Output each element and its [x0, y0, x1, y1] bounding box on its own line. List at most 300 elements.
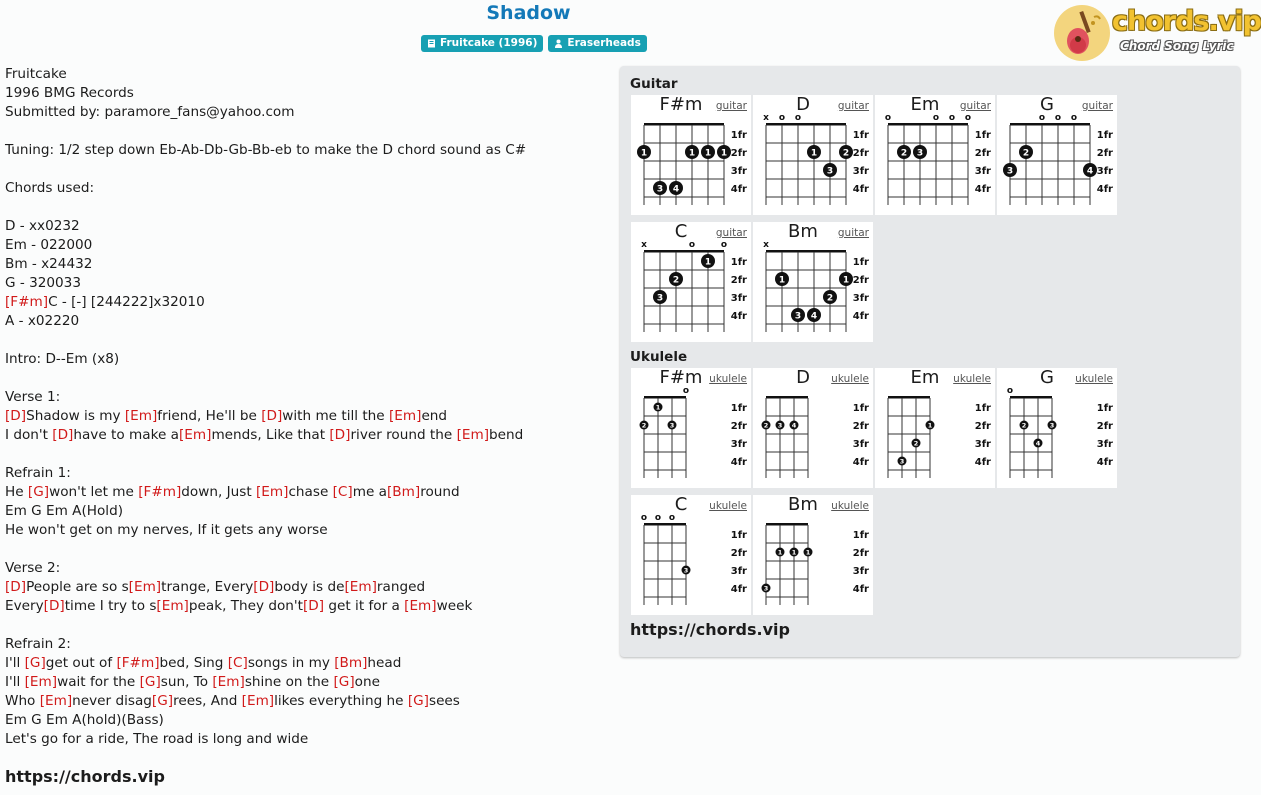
open-string-marker: o	[640, 513, 648, 523]
lyric-text: Em G Em A(hold)(Bass)	[5, 712, 164, 728]
ukulele-chord-card[interactable]	[753, 368, 873, 488]
lyric-text: never disag	[72, 693, 152, 709]
finger-dot	[1003, 163, 1017, 177]
fret-label: 1fr	[852, 403, 869, 414]
lyric-text: mends, Like that	[211, 427, 330, 443]
lyric-line	[5, 597, 526, 616]
chord-token[interactable]: [D]	[43, 598, 65, 614]
lyric-line	[5, 426, 526, 445]
fret-label: 4fr	[852, 457, 869, 468]
chord-token[interactable]: [Em]	[212, 674, 245, 690]
open-string-marker: o	[682, 386, 690, 396]
fret-label: 3fr	[974, 166, 991, 177]
lyric-line	[5, 673, 526, 692]
fret-label: 2fr	[730, 421, 747, 432]
finger-dot	[669, 181, 683, 195]
fret-label: 3fr	[730, 566, 747, 577]
fret-label: 1fr	[730, 403, 747, 414]
chord-token[interactable]: [Em]	[241, 693, 275, 709]
fret-label: 3fr	[730, 439, 747, 450]
svg-text:3: 3	[1006, 166, 1014, 177]
svg-text:3: 3	[683, 566, 689, 575]
open-string-marker: o	[688, 240, 696, 250]
lyric-text: sees	[428, 693, 460, 709]
chord-name: G	[1040, 367, 1054, 388]
open-string-marker: o	[794, 113, 802, 123]
lyric-text: likes everything he	[274, 693, 408, 709]
lyric-text: I don't	[5, 427, 53, 443]
guitar-link[interactable]: guitar	[715, 100, 747, 112]
album-badge[interactable]	[421, 35, 543, 52]
lyric-text: A - x02220	[5, 313, 80, 329]
finger-dot	[669, 272, 683, 286]
finger-dot	[682, 566, 691, 575]
finger-dot	[897, 145, 911, 159]
lyric-text: bend	[489, 427, 524, 443]
lyric-line	[5, 331, 526, 350]
finger-dot	[637, 145, 651, 159]
fret-label: 1fr	[974, 403, 991, 414]
user-icon	[554, 39, 563, 48]
fret-label: 3fr	[852, 566, 869, 577]
chord-token[interactable]: [Em]	[124, 408, 158, 424]
fret-label: 2fr	[852, 548, 869, 559]
lyric-line	[5, 521, 526, 540]
lyric-line	[5, 483, 526, 502]
fret-label: 4fr	[1096, 184, 1113, 195]
svg-text:1: 1	[777, 548, 783, 557]
finger-dot	[668, 421, 677, 430]
svg-text:1: 1	[791, 548, 797, 557]
chord-token[interactable]: [D]	[5, 579, 27, 595]
svg-text:3: 3	[656, 184, 664, 195]
fret-label: 2fr	[852, 148, 869, 159]
lyric-line	[5, 141, 526, 160]
fret-label: 4fr	[974, 184, 991, 195]
fret-label: 3fr	[730, 166, 747, 177]
svg-text:1: 1	[640, 148, 648, 159]
lyric-text: Tuning: 1/2 step down Eb-Ab-Db-Gb-Bb-eb to make the D chord sound as C#	[5, 142, 527, 158]
fret-label: 4fr	[730, 457, 747, 468]
fret-label: 3fr	[852, 293, 869, 304]
ukulele-link[interactable]: ukulele	[831, 373, 869, 385]
guitar-link[interactable]: guitar	[1081, 100, 1113, 112]
chord-name: G	[1040, 94, 1054, 115]
lyric-text: I'll	[5, 655, 25, 671]
svg-text:3: 3	[777, 421, 783, 430]
svg-text:2: 2	[842, 148, 850, 159]
chord-name: F#m	[659, 94, 703, 115]
open-string-marker: o	[654, 513, 662, 523]
chord-token[interactable]: [G]	[24, 655, 46, 671]
finger-dot	[912, 439, 921, 448]
finger-dot	[653, 290, 667, 304]
lyric-text: Who	[5, 693, 40, 709]
guitar-chord-card[interactable]	[997, 95, 1117, 215]
song-title: Shadow	[486, 2, 571, 24]
lyric-text: Verse 2:	[5, 560, 61, 576]
svg-text:3: 3	[794, 311, 802, 322]
lyric-text: shine on the	[244, 674, 334, 690]
chord-token[interactable]: [D]	[329, 427, 351, 443]
svg-text:3: 3	[763, 584, 769, 593]
lyric-text: G - 320033	[5, 275, 81, 291]
open-string-marker: o	[720, 240, 728, 250]
chord-token[interactable]: [D]	[52, 427, 74, 443]
svg-text:3: 3	[916, 148, 924, 159]
lyric-text: round	[420, 484, 460, 500]
lyric-line	[5, 65, 526, 84]
guitar-icon	[1054, 5, 1110, 61]
svg-text:1: 1	[720, 148, 728, 159]
chord-diagram	[875, 368, 995, 488]
chord-token[interactable]: [D]	[261, 408, 283, 424]
lyric-line	[5, 179, 526, 198]
finger-dot	[791, 308, 805, 322]
lyric-text: He	[5, 484, 28, 500]
fret-label: 2fr	[974, 148, 991, 159]
svg-text:2: 2	[763, 421, 769, 430]
finger-dot	[839, 145, 853, 159]
svg-text:4: 4	[810, 311, 818, 322]
guitar-link[interactable]: guitar	[959, 100, 991, 112]
fret-label: 2fr	[730, 275, 747, 286]
fret-label: 2fr	[730, 548, 747, 559]
lyric-text: Fruitcake	[5, 66, 67, 82]
ukulele-link[interactable]: ukulele	[1075, 373, 1113, 385]
ukulele-chord-card[interactable]	[631, 495, 751, 615]
lyric-line	[5, 464, 526, 483]
svg-text:2: 2	[900, 148, 908, 159]
lyric-text: end	[421, 408, 448, 424]
lyric-line	[5, 160, 526, 179]
guitar-chord-card[interactable]	[875, 95, 995, 215]
fret-label: 1fr	[1096, 130, 1113, 141]
svg-text:1: 1	[704, 257, 712, 268]
lyric-text: Intro: D--Em (x8)	[5, 351, 120, 367]
ukulele-chord-card[interactable]	[997, 368, 1117, 488]
finger-dot	[1034, 439, 1043, 448]
finger-dot	[762, 584, 771, 593]
fret-label: 4fr	[852, 311, 869, 322]
fret-label: 1fr	[730, 130, 747, 141]
guitar-chord-card[interactable]	[631, 95, 751, 215]
chord-diagram	[631, 495, 751, 615]
svg-text:1: 1	[810, 148, 818, 159]
chord-panel	[620, 66, 1240, 657]
svg-text:1: 1	[842, 275, 850, 286]
chord-name: Em	[910, 94, 940, 115]
ukulele-link[interactable]: ukulele	[831, 500, 869, 512]
lyric-text: Verse 1:	[5, 389, 61, 405]
lyric-text: chase	[288, 484, 333, 500]
svg-text:1: 1	[805, 548, 811, 557]
open-string-marker: o	[948, 113, 956, 123]
svg-text:2: 2	[672, 275, 680, 286]
chord-name: Em	[910, 367, 940, 388]
muted-string-marker: x	[641, 240, 647, 250]
lyric-line	[5, 122, 526, 141]
chord-token[interactable]: [Em]	[456, 427, 490, 443]
svg-text:1: 1	[778, 275, 786, 286]
fret-label: 1fr	[730, 257, 747, 268]
lyric-line	[5, 217, 526, 236]
finger-dot	[1019, 145, 1033, 159]
chord-token[interactable]: [Em]	[39, 693, 73, 709]
fret-label: 3fr	[730, 293, 747, 304]
chord-name: C	[674, 221, 688, 242]
finger-dot	[898, 457, 907, 466]
lyric-text: Every	[5, 598, 44, 614]
chord-token[interactable]: [G]	[151, 693, 174, 709]
chord-token[interactable]: [Em]	[404, 598, 437, 614]
finger-dot	[776, 548, 785, 557]
guitar-section-label: Guitar	[630, 76, 678, 92]
svg-text:3: 3	[669, 421, 675, 430]
chord-token[interactable]: [G]	[139, 674, 161, 690]
chord-token[interactable]: [Bm]	[334, 655, 368, 671]
lyric-text: songs in my	[247, 655, 335, 671]
fret-label: 2fr	[974, 421, 991, 432]
lyric-text: Refrain 1:	[5, 465, 71, 481]
finger-dot	[640, 421, 649, 430]
fret-label: 4fr	[730, 584, 747, 595]
lyric-line	[5, 255, 526, 274]
chord-name: D	[796, 367, 810, 388]
lyric-text: have to make a	[73, 427, 179, 443]
svg-text:1: 1	[655, 403, 661, 412]
ukulele-link[interactable]: ukulele	[953, 373, 991, 385]
fret-label: 1fr	[1096, 403, 1113, 414]
lyric-text: ranged	[376, 579, 426, 595]
lyric-text: He won't get on my nerves, If it gets any worse	[5, 522, 328, 538]
lyric-line	[5, 730, 526, 749]
lyric-text: C - [-] [244222]x32010	[48, 294, 205, 310]
lyric-text: Em - 022000	[5, 237, 93, 253]
svg-text:2: 2	[913, 439, 919, 448]
chord-token[interactable]: [Em]	[24, 674, 58, 690]
lyric-text: get it for a	[324, 598, 405, 614]
lyric-text: down, Just	[181, 484, 256, 500]
chord-diagram	[631, 222, 751, 342]
lyric-text: trange, Every	[161, 579, 254, 595]
chord-diagram	[875, 95, 995, 215]
lyric-line	[5, 407, 526, 426]
lyric-text: Refrain 2:	[5, 636, 71, 652]
lyric-line	[5, 654, 526, 673]
lyric-line	[5, 559, 526, 578]
fret-label: 4fr	[1096, 457, 1113, 468]
svg-text:1: 1	[704, 148, 712, 159]
guitar-chord-card[interactable]	[753, 95, 873, 215]
lyric-text: time I try to s	[64, 598, 157, 614]
fret-label: 3fr	[1096, 166, 1113, 177]
lyric-text: Shadow is my	[26, 408, 125, 424]
lyric-text: People are so s	[26, 579, 129, 595]
panel-footer-url[interactable]: https://chords.vip	[630, 620, 790, 639]
lyric-text: I'll	[5, 674, 25, 690]
chord-token[interactable]: [Bm]	[387, 484, 421, 500]
guitar-chord-card[interactable]	[631, 222, 751, 342]
fret-label: 2fr	[1096, 421, 1113, 432]
open-string-marker: o	[932, 113, 940, 123]
chord-token[interactable]: [Em]	[128, 579, 162, 595]
finger-dot	[823, 290, 837, 304]
finger-dot	[807, 145, 821, 159]
lyric-line	[5, 236, 526, 255]
ukulele-chord-card[interactable]	[631, 368, 751, 488]
open-string-marker: o	[1006, 386, 1014, 396]
lyric-text: 1996 BMG Records	[5, 85, 134, 101]
lyric-text: Let's go for a ride, The road is long and wide	[5, 731, 309, 747]
lyric-text: rees, And	[173, 693, 242, 709]
chord-token[interactable]: [F#m]	[116, 655, 160, 671]
lyric-text: wait for the	[57, 674, 140, 690]
muted-string-marker: x	[763, 113, 769, 123]
guitar-link[interactable]: guitar	[715, 227, 747, 239]
guitar-link[interactable]: guitar	[837, 227, 869, 239]
lyric-line	[5, 692, 526, 711]
chord-token[interactable]: [Em]	[388, 408, 422, 424]
guitar-chord-card[interactable]	[753, 222, 873, 342]
svg-text:4: 4	[1035, 439, 1041, 448]
lyric-text: me a	[352, 484, 387, 500]
chord-diagram	[997, 368, 1117, 488]
ukulele-link[interactable]: ukulele	[709, 500, 747, 512]
lyrics-block	[5, 65, 526, 749]
fret-label: 3fr	[852, 439, 869, 450]
lyric-line	[5, 274, 526, 293]
finger-dot	[807, 308, 821, 322]
finger-dot	[701, 145, 715, 159]
chord-token[interactable]: [G]	[333, 674, 355, 690]
book-icon	[427, 39, 436, 48]
badge-row	[421, 35, 647, 52]
finger-dot	[1020, 421, 1029, 430]
chord-token[interactable]: [C]	[332, 484, 353, 500]
chord-token[interactable]: [C]	[227, 655, 248, 671]
open-string-marker: o	[1070, 113, 1078, 123]
chord-name: D	[796, 94, 810, 115]
chord-token[interactable]: [G]	[407, 693, 429, 709]
fret-label: 2fr	[1096, 148, 1113, 159]
finger-dot	[1048, 421, 1057, 430]
ukulele-chord-card[interactable]	[875, 368, 995, 488]
lyric-line	[5, 312, 526, 331]
lyric-text: head	[367, 655, 402, 671]
svg-text:3: 3	[1049, 421, 1055, 430]
fret-label: 2fr	[852, 421, 869, 432]
chord-diagram	[631, 95, 751, 215]
finger-dot	[790, 548, 799, 557]
chord-token[interactable]: [F#m]	[5, 294, 49, 310]
fret-label: 2fr	[730, 148, 747, 159]
lyric-text: Submitted by: paramore_fans@yahoo.com	[5, 104, 295, 120]
chord-token[interactable]: [G]	[27, 484, 50, 500]
lyric-line	[5, 350, 526, 369]
fret-label: 2fr	[852, 275, 869, 286]
svg-text:2: 2	[826, 293, 834, 304]
fret-label: 4fr	[974, 457, 991, 468]
fret-label: 1fr	[852, 530, 869, 541]
logo-circle	[1054, 5, 1110, 61]
chord-token[interactable]: [Em]	[178, 427, 212, 443]
chord-token[interactable]: [Em]	[255, 484, 289, 500]
finger-dot	[839, 272, 853, 286]
chord-token[interactable]: [D]	[303, 598, 325, 614]
chord-diagram	[753, 495, 873, 615]
lyric-line	[5, 578, 526, 597]
artist-badge[interactable]	[548, 35, 646, 52]
artist-badge-label: Eraserheads	[567, 37, 641, 49]
finger-dot	[790, 421, 799, 430]
chord-token[interactable]: [Em]	[156, 598, 189, 614]
fret-label: 3fr	[1096, 439, 1113, 450]
site-logo[interactable]	[1054, 2, 1261, 62]
fret-label: 1fr	[974, 130, 991, 141]
svg-text:3: 3	[899, 457, 905, 466]
svg-text:1: 1	[927, 421, 933, 430]
fret-label: 1fr	[852, 130, 869, 141]
finger-dot	[717, 145, 731, 159]
footer-url[interactable]: https://chords.vip	[5, 767, 165, 786]
ukulele-chord-card[interactable]	[753, 495, 873, 615]
lyric-text: won't let me	[49, 484, 139, 500]
lyric-text: body is de	[274, 579, 345, 595]
svg-text:2: 2	[641, 421, 647, 430]
finger-dot	[1083, 163, 1097, 177]
fret-label: 4fr	[730, 184, 747, 195]
lyric-line	[5, 616, 526, 635]
finger-dot	[926, 421, 935, 430]
lyric-line	[5, 540, 526, 559]
muted-string-marker: x	[763, 240, 769, 250]
finger-dot	[701, 254, 715, 268]
guitar-link[interactable]: guitar	[837, 100, 869, 112]
ukulele-link[interactable]: ukulele	[709, 373, 747, 385]
open-string-marker: o	[1054, 113, 1062, 123]
open-string-marker: o	[884, 113, 892, 123]
fret-label: 3fr	[852, 166, 869, 177]
chord-token[interactable]: [F#m]	[138, 484, 182, 500]
finger-dot	[654, 403, 663, 412]
chord-name: Bm	[788, 494, 818, 515]
lyric-line	[5, 369, 526, 388]
chord-diagram	[753, 95, 873, 215]
fret-label: 4fr	[730, 311, 747, 322]
svg-text:1: 1	[688, 148, 696, 159]
open-string-marker: o	[964, 113, 972, 123]
fret-label: 4fr	[852, 584, 869, 595]
chord-token[interactable]: [Em]	[344, 579, 377, 595]
logo-subtitle: Chord Song Lyric	[1120, 39, 1234, 53]
finger-dot	[762, 421, 771, 430]
lyric-text: sun, To	[160, 674, 213, 690]
lyric-line	[5, 293, 526, 312]
chord-diagram	[997, 95, 1117, 215]
open-string-marker: o	[1038, 113, 1046, 123]
finger-dot	[653, 181, 667, 195]
svg-text:3: 3	[826, 166, 834, 177]
chord-diagram	[631, 368, 751, 488]
chord-token[interactable]: [D]	[253, 579, 275, 595]
chord-name: C	[674, 494, 688, 515]
open-string-marker: o	[778, 113, 786, 123]
lyric-text: with me till the	[282, 408, 389, 424]
lyric-text: Em G Em A(Hold)	[5, 503, 124, 519]
chord-token[interactable]: [D]	[5, 408, 27, 424]
lyric-line	[5, 84, 526, 103]
